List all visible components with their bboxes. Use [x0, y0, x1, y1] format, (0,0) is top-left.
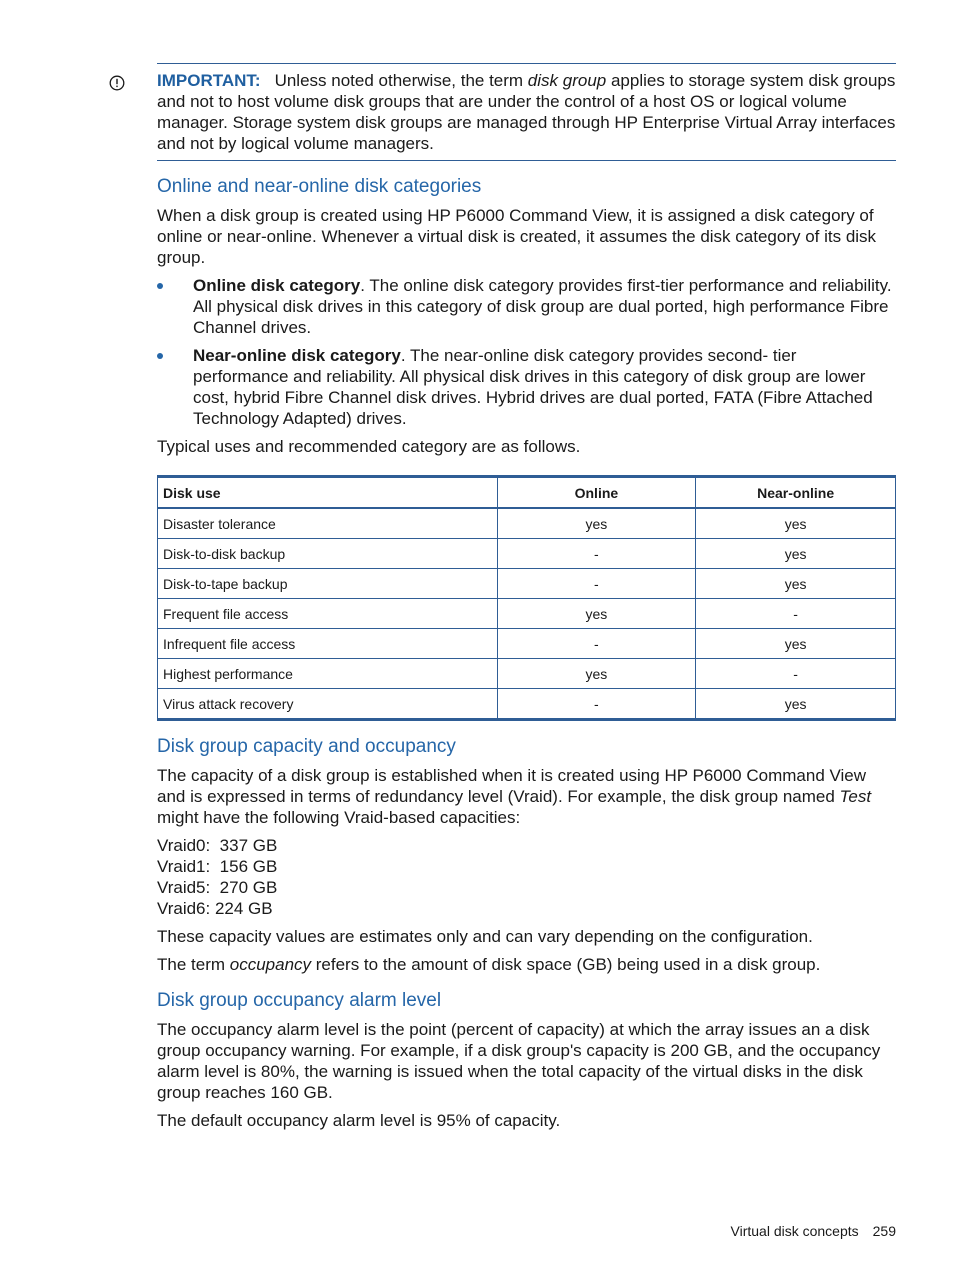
table-cell-near-online: -	[696, 599, 896, 629]
disk-use-table	[157, 475, 896, 721]
bullet-icon	[157, 283, 163, 289]
table-cell-near-online: yes	[696, 689, 896, 720]
section1-intro: When a disk group is created using HP P6000 Command View, it is assigned a disk category of online or near-online. Whenever a virtual disk is created, it assumes the disk category of its disk group.	[157, 206, 877, 267]
table-cell-disk-use: Disk-to-tape backup	[158, 569, 498, 599]
section2-p3-post: refers to the amount of disk space (GB) being used in a disk group.	[311, 955, 821, 974]
table-cell-near-online: yes	[696, 508, 896, 539]
page-number: 259	[872, 1223, 896, 1239]
table-header-row	[158, 477, 896, 509]
important-text-pre: Unless noted otherwise, the term	[274, 71, 528, 90]
table-cell-online: yes	[497, 508, 696, 539]
section2-p1-pre: The capacity of a disk group is established when it is created using HP P6000 Command View and is expressed in terms of redundancy level (Vraid). For example, the disk group named	[157, 766, 867, 806]
vraid-capacity-item: Vraid1: 156 GB	[157, 857, 278, 876]
table-cell-online: yes	[497, 659, 696, 689]
list-item-near-online	[157, 345, 896, 429]
page-footer	[731, 1223, 897, 1239]
section3-paragraph-2: The default occupancy alarm level is 95% of capacity.	[157, 1111, 561, 1130]
list-item-text: . The near-online disk category provides second- tier performance and reliability. All physical disk drives in this category of disk group are lower cost, hybrid Fibre Channel disk drives. Hybrid drives are dual ported, FATA (Fibre Attached Technology Adapted) drives.	[193, 346, 873, 428]
table-row	[158, 689, 896, 720]
vraid-capacity-item: Vraid5: 270 GB	[157, 878, 278, 897]
table-cell-online: -	[497, 689, 696, 720]
table-row	[158, 569, 896, 599]
table-row	[158, 599, 896, 629]
table-cell-disk-use: Disaster tolerance	[158, 508, 498, 539]
table-cell-disk-use: Infrequent file access	[158, 629, 498, 659]
footer-section-title: Virtual disk concepts	[730, 1223, 859, 1239]
column-header-online: Online	[497, 477, 696, 509]
section1-outro: Typical uses and recommended category are as follows.	[157, 437, 581, 456]
table-cell-online: yes	[497, 599, 696, 629]
vraid-capacity-item: Vraid6: 224 GB	[157, 899, 273, 918]
column-header-near-online: Near-online	[696, 477, 896, 509]
table-cell-near-online: -	[696, 659, 896, 689]
disk-group-name: Test	[839, 787, 872, 806]
vraid-capacity-list	[157, 835, 896, 919]
bullet-icon	[157, 353, 163, 359]
table-row	[158, 508, 896, 539]
category-list	[157, 275, 896, 429]
important-icon	[109, 75, 125, 91]
section2-paragraph-2: These capacity values are estimates only and can vary depending on the configuration.	[157, 927, 813, 946]
important-text-post: applies to storage system disk groups and not to host volume disk groups that are under the control of a host OS or logical volume manager. Storage system disk groups are managed through HP Enterprise Virtual Array interfaces and not by logical volume managers.	[157, 71, 896, 153]
table-cell-near-online: yes	[696, 539, 896, 569]
vraid-capacity-item: Vraid0: 337 GB	[157, 836, 278, 855]
section-heading-disk-categories: Online and near-online disk categories	[157, 176, 482, 197]
table-cell-disk-use: Disk-to-disk backup	[158, 539, 498, 569]
page-content	[157, 63, 896, 1138]
section-heading-capacity-occupancy: Disk group capacity and occupancy	[157, 736, 456, 757]
table-cell-near-online: yes	[696, 569, 896, 599]
important-label: IMPORTANT:	[157, 71, 261, 90]
column-header-disk-use: Disk use	[158, 477, 498, 509]
important-term: disk group	[527, 71, 607, 90]
important-note	[157, 63, 896, 161]
table-cell-disk-use: Frequent file access	[158, 599, 498, 629]
table-row	[158, 659, 896, 689]
table-row	[158, 539, 896, 569]
table-row	[158, 629, 896, 659]
section-heading-alarm-level: Disk group occupancy alarm level	[157, 990, 442, 1011]
list-item-title: Near-online disk category	[193, 346, 401, 365]
list-item-title: Online disk category	[193, 276, 361, 295]
list-item-text: . The online disk category provides first-tier performance and reliability. All physical disk drives in this category of disk group are dual ported, high performance Fibre Channel drives.	[193, 276, 892, 337]
section2-paragraph-1	[157, 765, 896, 828]
section2-paragraph-3	[157, 954, 896, 975]
list-item-online	[157, 275, 896, 338]
occupancy-term: occupancy	[229, 955, 312, 974]
table-cell-near-online: yes	[696, 629, 896, 659]
table-cell-disk-use: Highest performance	[158, 659, 498, 689]
table-cell-online: -	[497, 539, 696, 569]
section2-p1-post: might have the following Vraid-based capacities:	[157, 808, 521, 827]
table-cell-disk-use: Virus attack recovery	[158, 689, 498, 720]
section2-p3-pre: The term	[157, 955, 230, 974]
table-cell-online: -	[497, 629, 696, 659]
section3-paragraph-1: The occupancy alarm level is the point (percent of capacity) at which the array issues an a disk group occupancy warning. For example, if a disk group's capacity is 200 GB, and the occupancy alarm level is 80%, the warning is issued when the total capacity of the virtual disks in the disk group reaches 160 GB.	[157, 1020, 881, 1102]
table-cell-online: -	[497, 569, 696, 599]
